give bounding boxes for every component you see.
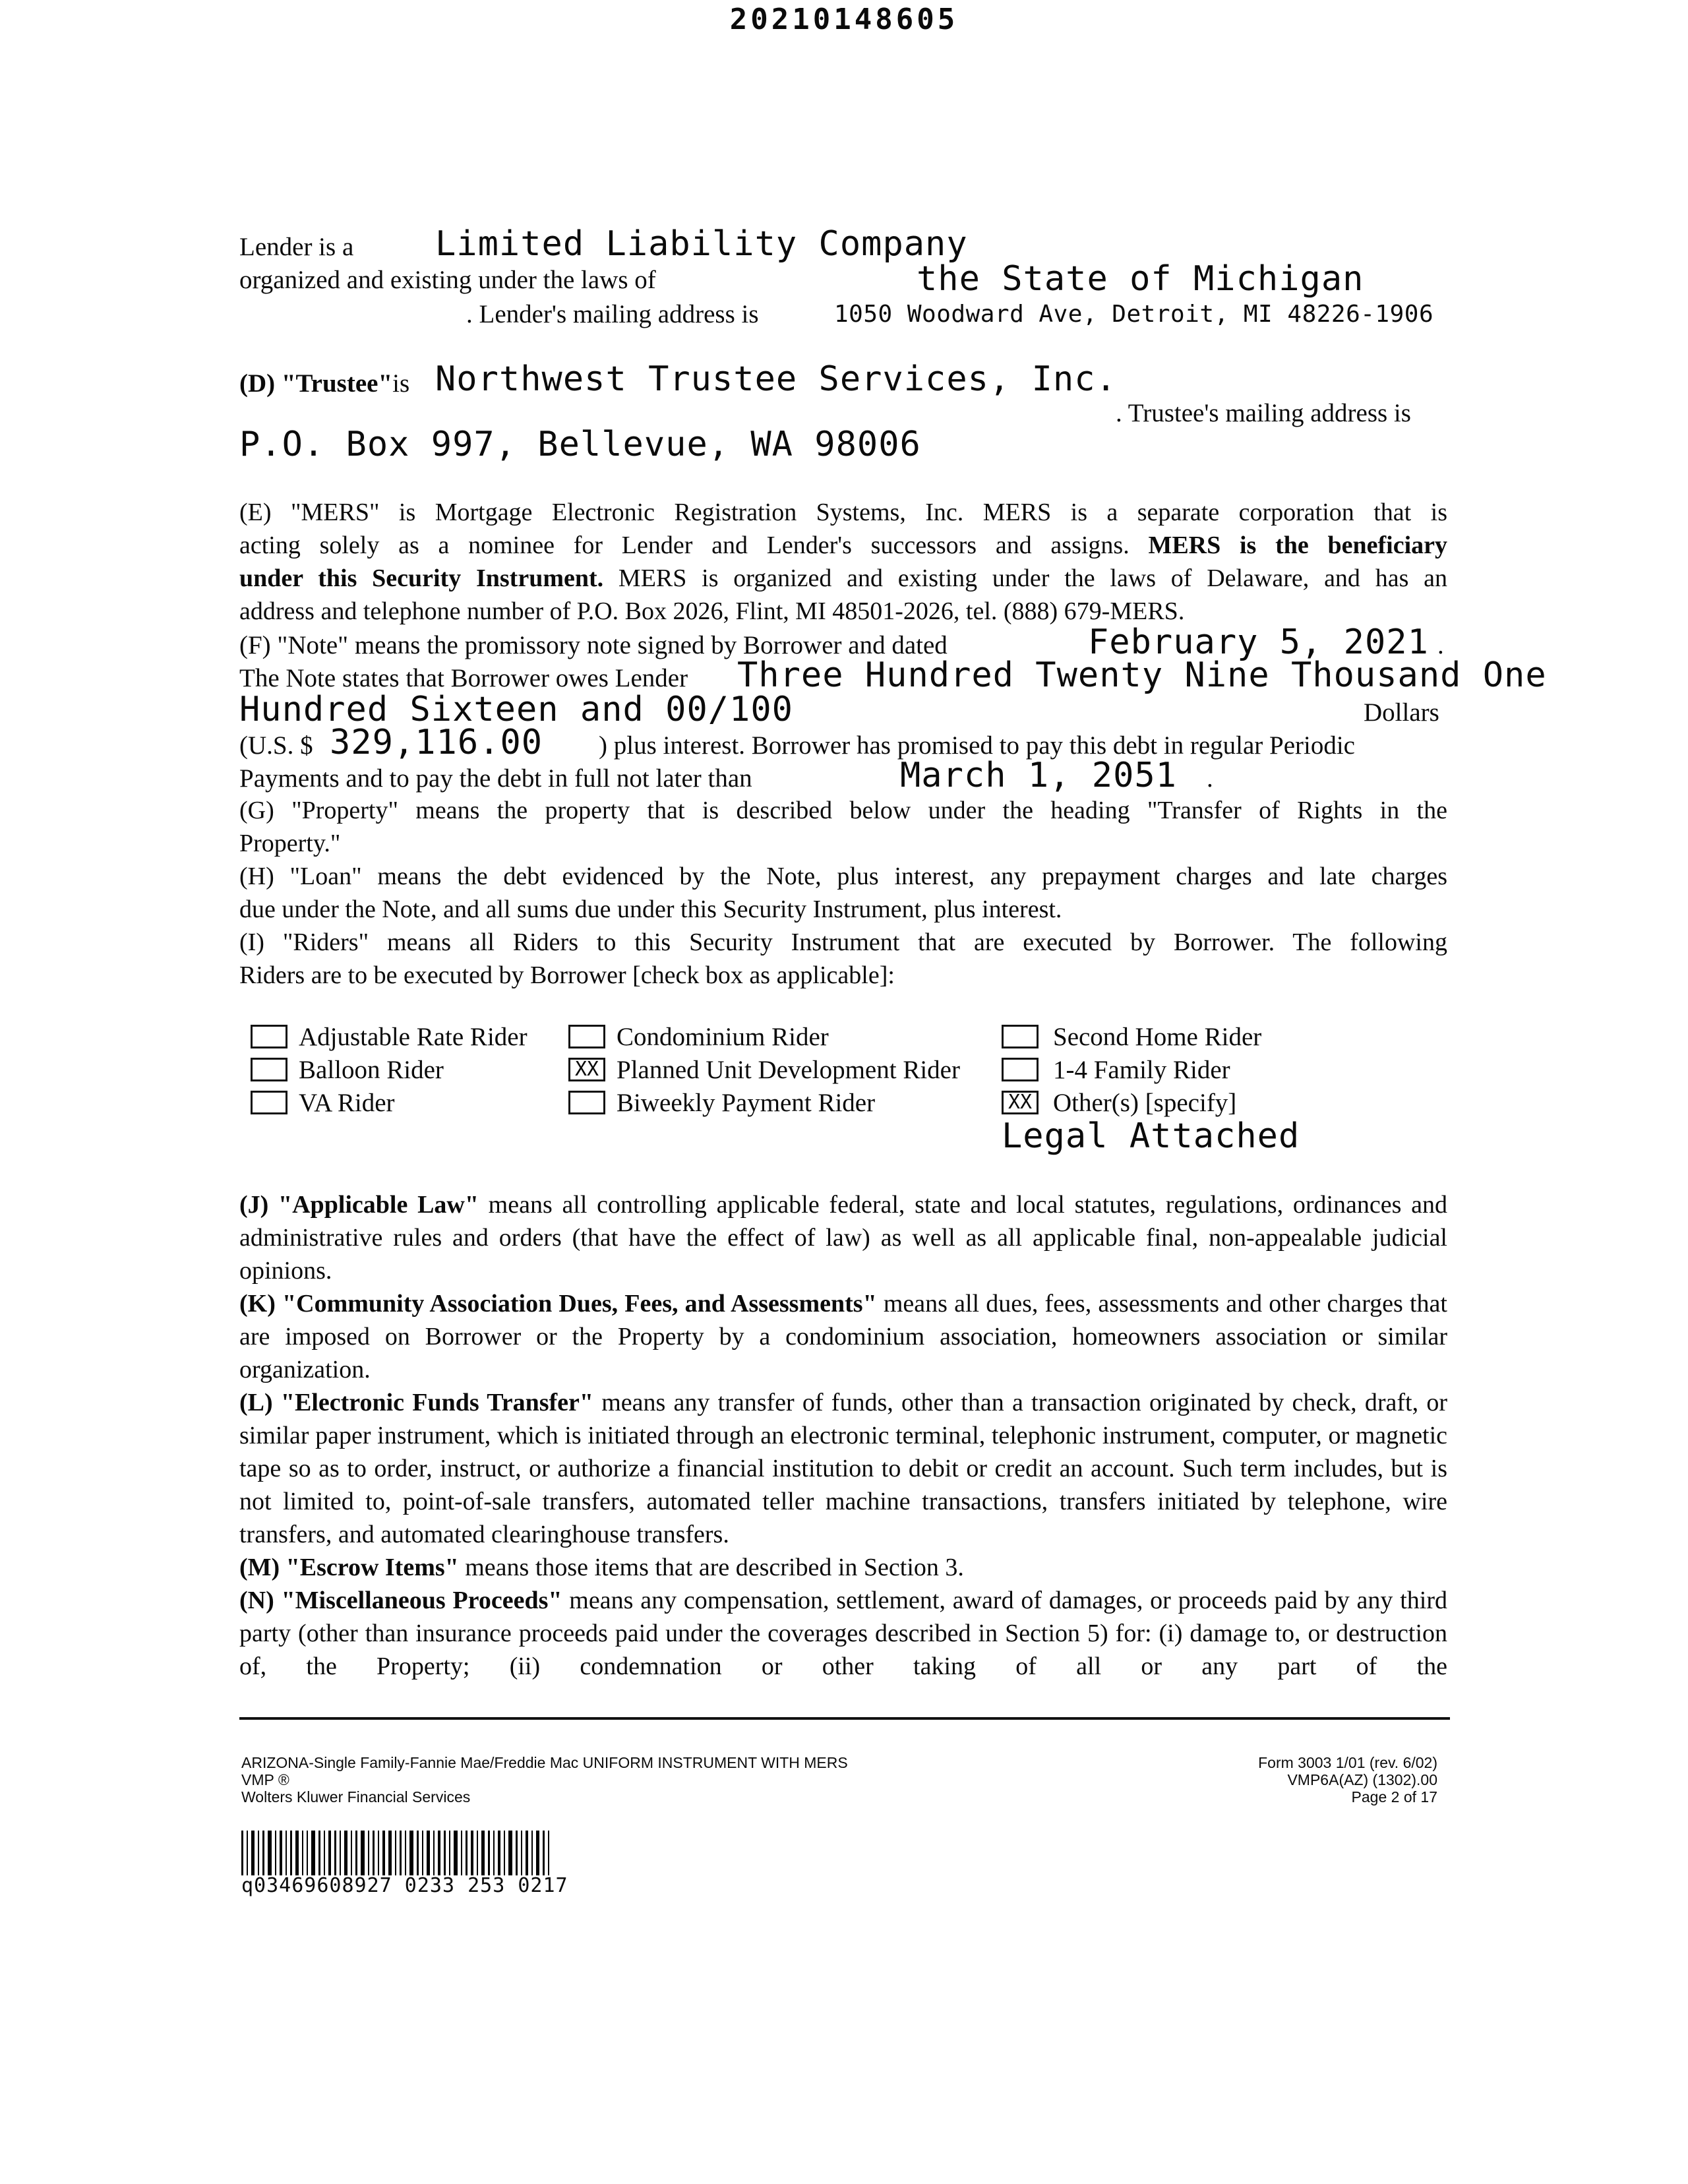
barcode-bar <box>433 1831 435 1875</box>
barcode-bar <box>280 1831 282 1875</box>
section-e-line4: address and telephone number of P.O. Box 2026, Flint, MI 48501-2026, tel. (888) 679-MERS. <box>239 597 1185 625</box>
footer-right <box>1258 1754 1437 1805</box>
section-e <box>239 496 1447 628</box>
barcode-bar <box>466 1831 467 1875</box>
section-h-line1: (H) "Loan" means the debt evidenced by the Note, plus interest, any prepayment charges and late charges <box>239 863 1447 890</box>
barcode-bar <box>548 1831 549 1875</box>
barcode-bar <box>461 1831 462 1875</box>
note-amount-words-1: Three Hundred Twenty Nine Thousand One <box>737 655 1547 695</box>
barcode-bar <box>395 1831 396 1875</box>
section-i-line2: Riders are to be executed by Borrower [check box as applicable]: <box>239 961 895 989</box>
barcode-bar <box>351 1831 352 1875</box>
note-amount: 329,116.00 <box>330 723 543 762</box>
barcode-bar <box>427 1831 430 1875</box>
barcode-bar <box>290 1831 292 1875</box>
sections-j-to-n <box>239 1188 1447 1683</box>
barcode-bar <box>481 1831 485 1875</box>
section-m: (M) "Escrow Items" means those items that are described in Section 3. <box>239 1554 964 1581</box>
va-rider-checkbox[interactable] <box>251 1091 287 1114</box>
lender-is-a-label: Lender is a <box>239 233 354 261</box>
other-rider-specify: Legal Attached <box>1002 1116 1300 1156</box>
barcode-bar <box>318 1831 320 1875</box>
section-n: (N) "Miscellaneous Proceeds" means any compensation, settlement, award of damages, or proceeds paid by any third party (other than insurance proceeds paid under the coverages described in Section 5) for: (i) damage to, or destruction of, the Property; (ii) condemnation or other taking of all or any part of the <box>239 1587 1447 1680</box>
footer-divider <box>239 1717 1450 1720</box>
section-e-line2: acting solely as a nominee for Lender and Lender's successors and assigns. MERS is the beneficiary <box>239 531 1447 559</box>
trustee-is-label: is <box>392 369 410 398</box>
condominium-rider-label: Condominium Rider <box>617 1023 829 1051</box>
one-four-family-rider-checkbox[interactable] <box>1002 1058 1039 1081</box>
barcode-bar <box>286 1831 287 1875</box>
barcode-bar <box>295 1831 299 1875</box>
barcode-bar <box>536 1831 539 1875</box>
note-maturity-period: . <box>1207 764 1213 793</box>
note-payments-label: Payments and to pay the debt in full not later than <box>239 764 752 793</box>
barcode-bar <box>388 1831 392 1875</box>
other-rider-label: Other(s) [specify] <box>1053 1089 1237 1117</box>
note-line1-label: (F) "Note" means the promissory note signed by Borrower and dated <box>239 631 948 659</box>
footer-form-title: ARIZONA-Single Family-Fannie Mae/Freddie Mac UNIFORM INSTRUMENT WITH MERS <box>241 1754 848 1771</box>
barcode-bar <box>417 1831 419 1875</box>
section-j: (J) "Applicable Law" means all controlling applicable federal, state and local statutes, regulations, ordinances and administrative rules and orders (that have the effect of law) as well as all applicable final, non-appealable judicial opinions. <box>239 1191 1447 1285</box>
adjustable-rate-rider-checkbox[interactable] <box>251 1025 287 1048</box>
barcode-bar <box>526 1831 528 1875</box>
footer-publisher: Wolters Kluwer Financial Services <box>241 1788 471 1805</box>
one-four-family-rider-label: 1-4 Family Rider <box>1053 1056 1230 1084</box>
barcode-bar <box>508 1831 512 1875</box>
planned-unit-development-rider-label: Planned Unit Development Rider <box>617 1056 960 1084</box>
barcode-bar <box>409 1831 413 1875</box>
balloon-rider-checkbox[interactable] <box>251 1058 287 1081</box>
barcode-bar <box>444 1831 446 1875</box>
footer-form-number: Form 3003 1/01 (rev. 6/02) <box>1258 1754 1437 1771</box>
barcode <box>241 1831 716 1875</box>
document-number: 20210148605 <box>729 3 959 36</box>
barcode-bar <box>258 1831 259 1875</box>
note-dollars-label: Dollars <box>1364 698 1439 727</box>
other-rider-checkbox[interactable]: XX <box>1002 1091 1039 1114</box>
barcode-bar <box>262 1831 264 1875</box>
footer-page-number: Page 2 of 17 <box>1351 1788 1437 1805</box>
trustee-name: Northwest Trustee Services, Inc. <box>435 359 1117 399</box>
condominium-rider-checkbox[interactable] <box>568 1025 605 1048</box>
footer-vmp: VMP ® <box>241 1771 289 1788</box>
barcode-bar <box>400 1831 402 1875</box>
footer-vmp-code: VMP6A(AZ) (1302).00 <box>1287 1771 1437 1788</box>
biweekly-payment-rider-label: Biweekly Payment Rider <box>617 1089 876 1117</box>
barcode-bar <box>344 1831 347 1875</box>
barcode-bar <box>251 1831 255 1875</box>
barcode-bar <box>438 1831 440 1875</box>
barcode-bar <box>268 1831 272 1875</box>
barcode-bar <box>498 1831 500 1875</box>
barcode-bar <box>247 1831 248 1875</box>
barcode-bar <box>504 1831 505 1875</box>
second-home-rider-label: Second Home Rider <box>1053 1023 1262 1051</box>
note-maturity: March 1, 2051 <box>900 756 1177 795</box>
barcode-bar <box>373 1831 375 1875</box>
barcode-bar <box>477 1831 478 1875</box>
va-rider-label: VA Rider <box>299 1089 395 1117</box>
lender-type: Limited Liability Company <box>435 224 968 264</box>
biweekly-payment-rider-checkbox[interactable] <box>568 1091 605 1114</box>
barcode-bar <box>405 1831 406 1875</box>
trustee-address: P.O. Box 997, Bellevue, WA 98006 <box>239 425 921 464</box>
barcode-bar <box>340 1831 341 1875</box>
barcode-bar <box>334 1831 336 1875</box>
barcode-bar <box>454 1831 458 1875</box>
barcode-bar <box>516 1831 518 1875</box>
section-g-line1: (G) "Property" means the property that is described below under the heading "Transfer of Rights in the <box>239 797 1447 824</box>
barcode-bar <box>324 1831 325 1875</box>
section-g-line2: Property." <box>239 830 341 857</box>
trustee-term: "Trustee" <box>281 369 393 398</box>
balloon-rider-label: Balloon Rider <box>299 1056 444 1084</box>
barcode-bar <box>471 1831 473 1875</box>
footer-left <box>241 1754 848 1805</box>
barcode-bar <box>368 1831 369 1875</box>
planned-unit-development-rider-checkbox[interactable]: XX <box>568 1058 605 1081</box>
lender-jurisdiction: the State of Michigan <box>917 259 1364 299</box>
note-date: February 5, 2021 <box>1088 622 1429 662</box>
sections-g-h-i <box>239 794 1447 992</box>
trustee-prefix: (D) <box>239 369 282 398</box>
barcode-bar <box>307 1831 308 1875</box>
barcode-bar <box>378 1831 379 1875</box>
barcode-bar <box>355 1831 357 1875</box>
note-us-label: (U.S. $ <box>239 731 313 760</box>
barcode-text: q03469608927 0233 253 0217 <box>241 1874 568 1897</box>
section-k: (K) "Community Association Dues, Fees, and Assessments" means all dues, fees, assessments and other charges that are imposed on Borrower or the Property by a condominium association, homeowners association or similar organization. <box>239 1290 1447 1383</box>
note-amount-words-2: Hundred Sixteen and 00/100 <box>239 690 793 729</box>
barcode-bar <box>275 1831 276 1875</box>
barcode-bar <box>302 1831 303 1875</box>
adjustable-rate-rider-label: Adjustable Rate Rider <box>299 1023 528 1051</box>
barcode-bar <box>361 1831 365 1875</box>
section-e-line3: under this Security Instrument. MERS is organized and existing under the laws of Delaware, and has an <box>239 564 1447 592</box>
barcode-bar <box>488 1831 490 1875</box>
second-home-rider-checkbox[interactable] <box>1002 1025 1039 1048</box>
barcode-bar <box>382 1831 385 1875</box>
section-l: (L) "Electronic Funds Transfer" means any transfer of funds, other than a transaction originated by check, draft, or similar paper instrument, which is initiated through an electronic terminal, telephonic instrument, computer, or magnetic tape so as to order, instruct, or authorize a financial institution to debit or credit an account. Such term includes, but is not limited to, point-of-sale transfers, automated teller machine transactions, transfers initiated by telephone, wire transfers, and automated clearinghouse transfers. <box>239 1389 1447 1548</box>
section-i-line1: (I) "Riders" means all Riders to this Security Instrument that are executed by Borrower. The following <box>239 928 1447 956</box>
lender-address-label: . Lender's mailing address is <box>466 300 759 328</box>
lender-address: 1050 Woodward Ave, Detroit, MI 48226-1906 <box>834 301 1434 328</box>
barcode-bar <box>531 1831 533 1875</box>
section-e-line1: (E) "MERS" is Mortgage Electronic Registration Systems, Inc. MERS is a separate corporation that is <box>239 499 1447 526</box>
barcode-bar <box>241 1831 243 1875</box>
barcode-bar <box>328 1831 331 1875</box>
note-line2-label: The Note states that Borrower owes Lender <box>239 664 688 692</box>
note-interest-text: ) plus interest. Borrower has promised to pay this debt in regular Periodic <box>599 731 1355 760</box>
trustee-line <box>239 367 409 400</box>
trustee-address-label: . Trustee's mailing address is <box>1116 399 1411 427</box>
barcode-bar <box>521 1831 522 1875</box>
barcode-bar <box>449 1831 450 1875</box>
barcode-bar <box>543 1831 545 1875</box>
barcode-bar <box>493 1831 495 1875</box>
note-date-period: . <box>1437 631 1444 659</box>
barcode-bar <box>422 1831 423 1875</box>
lender-organized-label: organized and existing under the laws of <box>239 266 656 294</box>
barcode-bar <box>311 1831 315 1875</box>
section-h-line2: due under the Note, and all sums due under this Security Instrument, plus interest. <box>239 895 1062 923</box>
